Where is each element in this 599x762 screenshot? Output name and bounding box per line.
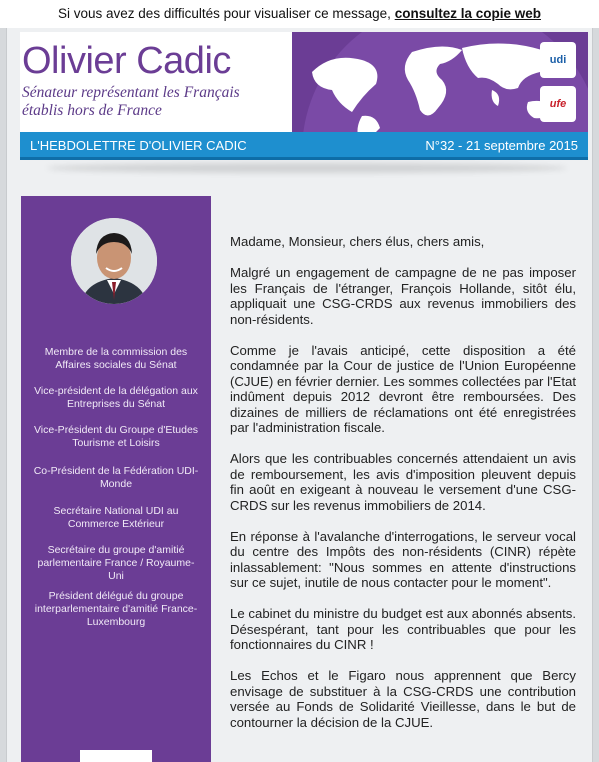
- web-copy-notice: [0, 0, 599, 28]
- portrait-icon: [71, 218, 157, 304]
- letter-greeting: Madame, Monsieur, chers élus, chers amis,: [230, 234, 485, 249]
- web-copy-link[interactable]: consultez la copie web: [394, 6, 541, 21]
- sidebar-item-tourisme-loisirs: Vice-Président du Groupe d'Etudes Tourisme et Loisirs: [33, 424, 199, 449]
- letter-paragraph: Malgré un engagement de campagne de ne pas imposer les Français de l'étranger, François Hollande, sitôt élu, appliquait une CSG-CRDS aux revenus immobiliers des non-résidents.: [230, 265, 576, 327]
- sidebar-item-udi-monde: Co-Président de la Fédération UDI-Monde: [33, 465, 199, 490]
- sender-name: Olivier Cadic: [22, 40, 231, 82]
- letter-paragraph: Les Echos et le Figaro nous apprennent que Bercy envisage de substituer à la CSG-CRDS une contribution versée au Fonds de Solidarité Vieillesse, dans le but de contourner la décision de la CJUE.: [230, 668, 576, 730]
- letter-body: [230, 234, 576, 746]
- sidebar-item-commerce-exterieur: Secrétaire National UDI au Commerce Extérieur: [53, 505, 179, 530]
- letter-paragraph: En réponse à l'avalanche d'interrogations, le serveur vocal du centre des Impôts des non-résidents (CINR) répète inlassablement: "Nous sommes en attente d'instructions sur ce sujet, inutile de nous contacter pour le moment".: [230, 528, 576, 590]
- web-copy-text: Si vous avez des difficultés pour visualiser ce message,: [58, 6, 395, 21]
- letter-paragraph: Comme je l'avais anticipé, cette disposition a été condamnée par la Cour de justice de l'Union Européenne (CJUE) en février dernier. Les sommes collectées par l'Etat indûment depuis 2012 devront être remboursées. Des dizaines de milliers de réclamations ont été enregistrées par l'administration fiscale.: [230, 342, 576, 435]
- sidebar-item-france-royaume-uni: Secrétaire du groupe d'amitié parlementaire France / Royaume-Uni: [37, 544, 195, 582]
- sidebar-item-france-luxembourg: Président délégué du groupe interparlementaire d'amitié France-Luxembourg: [34, 590, 198, 628]
- letter-paragraph: Alors que les contribuables concernés attendaient un avis de remboursement, les avis d'imposition pleuvent depuis fin août en exigeant à nouveau le versement d'une CSG-CRDS sur les revenus immobiliers de 2014.: [230, 451, 576, 513]
- sidebar-item-delegation-entreprises: Vice-président de la délégation aux Entreprises du Sénat: [34, 385, 198, 410]
- subtitle-line-1: Sénateur représentant les Français: [22, 84, 240, 101]
- ufe-logo: ufe: [540, 86, 576, 122]
- sidebar-bottom-tab: [80, 750, 152, 762]
- letter-paragraph: Le cabinet du ministre du budget est aux abonnés absents. Désespérant, tant pour les contribuables que pour les fonctionnaires du CINR !: [230, 606, 576, 652]
- sender-subtitle: [22, 84, 240, 120]
- newsletter-header: [20, 32, 588, 136]
- avatar: [71, 218, 157, 304]
- issue-number-date: N°32 - 21 septembre 2015: [425, 138, 578, 153]
- subtitle-line-2: établis hors de France: [22, 102, 162, 119]
- udi-logo: udi: [540, 42, 576, 78]
- newsletter-banner: [20, 132, 588, 160]
- newsletter-title: L'HEBDOLETTRE D'OLIVIER CADIC: [30, 138, 247, 153]
- sidebar: [21, 196, 211, 762]
- banner-shadow: [47, 163, 567, 173]
- sidebar-item-affaires-sociales: Membre de la commission des Affaires sociales du Sénat: [44, 346, 188, 371]
- newsletter-frame: [6, 28, 593, 762]
